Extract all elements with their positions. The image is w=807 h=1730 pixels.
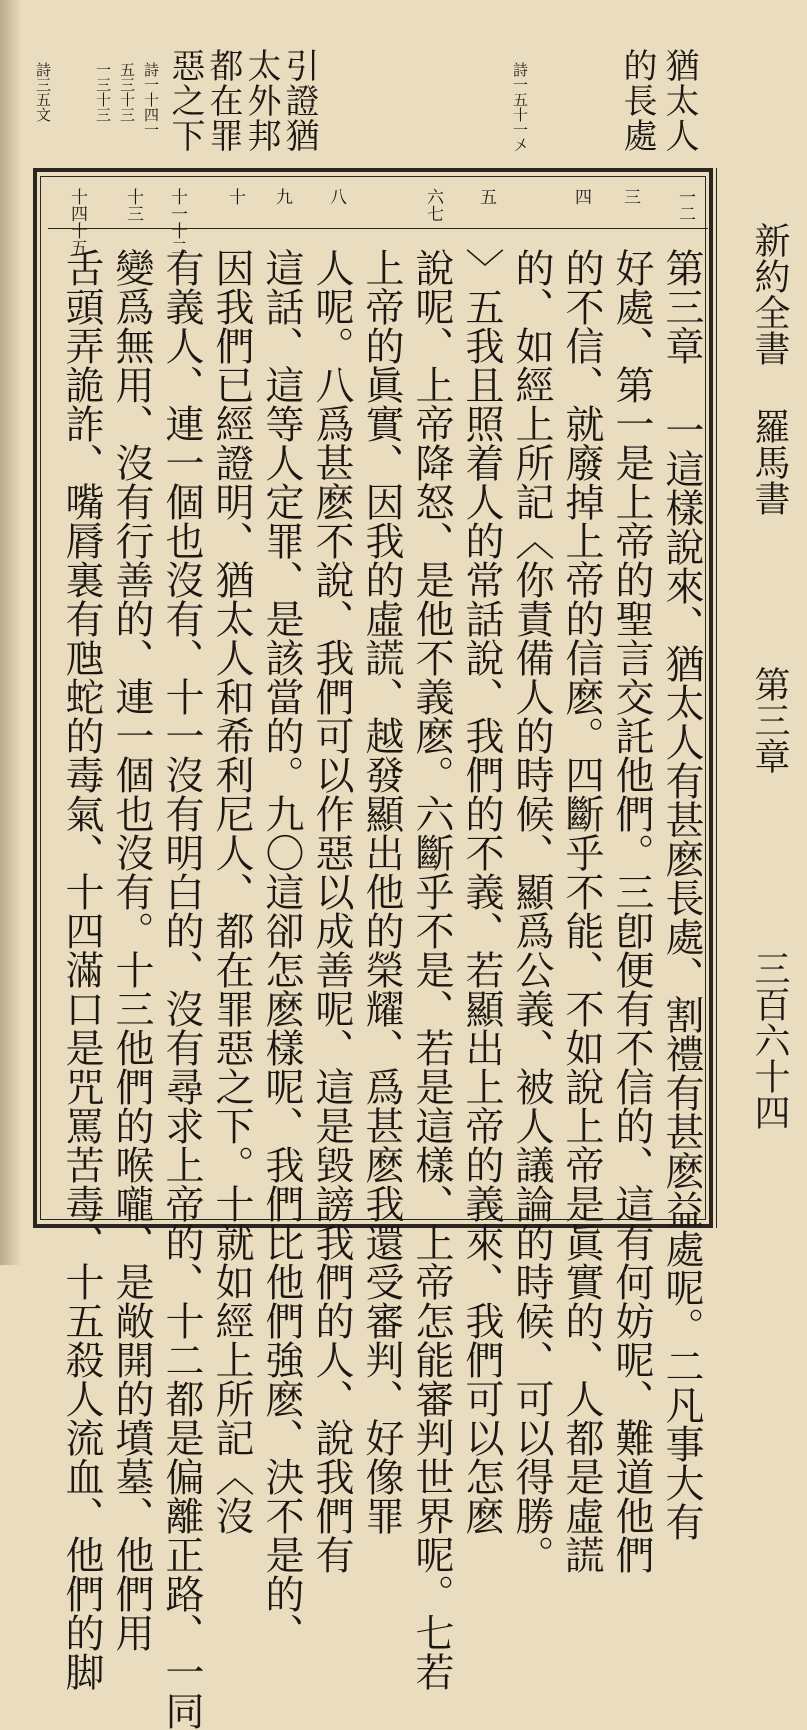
body-text-column: 人呢。八爲甚麽不說、我們可以作惡以成善呢、這是毀謗我們的人、說我們有 — [309, 248, 354, 1574]
header-book-title: 新約全書 — [749, 222, 790, 366]
body-text-column: 第三章 一這樣說來、猶太人有甚麽長處、割禮有甚麽益處呢。二凡事大有 — [659, 248, 704, 1541]
ruler-separator — [48, 228, 708, 229]
headnote-right-col-1: 猶太人 — [659, 48, 699, 153]
ruler-number: 九 — [272, 188, 292, 205]
ruler-number: 十三 — [123, 188, 143, 222]
headnote-left-reference-1: 詩一十四一 — [142, 62, 160, 137]
body-text-column: 這話、這等人定罪、是該當的。九〇這卻怎麽樣呢、我們比他們強麽、決不是的、 — [259, 248, 304, 1652]
ruler-number: 十一十二 — [167, 188, 187, 256]
body-text-column: 〉五我且照着人的常話說、我們的不義、若顯出上帝的義來、我們可以怎麽 — [459, 248, 504, 1535]
headnote-left-col-3: 都在罪 — [203, 48, 243, 153]
ruler-number: 三 — [620, 188, 640, 205]
ruler-number: 一二 — [675, 188, 695, 222]
headnote-left-reference-4: 詩三五文 — [34, 62, 52, 122]
body-text-column: 因我們已經證明、猶太人和希利尼人、都在罪惡之下。十就如經上所記〈沒 — [209, 248, 254, 1535]
ruler-number: 四 — [571, 188, 591, 205]
headnote-right-reference: 詩一五十一〤 — [511, 62, 529, 152]
headnote-left-col-4: 惡之下 — [165, 48, 205, 153]
ruler-number: 五 — [476, 188, 496, 205]
body-text-column: 的不信、就廢掉上帝的信麽。四斷乎不能、不如說上帝是眞實的、人都是虛謊 — [559, 248, 604, 1574]
headnote-left-col-1: 引證猶 — [279, 48, 319, 153]
body-text-column: 上帝的眞實、因我的虛謊、越發顯出他的榮耀、爲甚麽我還受審判、好像罪 — [359, 248, 404, 1535]
headnote-left-reference-2: 五三十三 — [118, 62, 136, 122]
ruler-number: 十 — [225, 188, 245, 205]
header-book-name: 羅馬書 — [749, 408, 790, 516]
headnote-left-reference-3: 一三十三 — [94, 62, 112, 122]
headnote-left-col-2: 太外邦 — [241, 48, 281, 153]
ruler-number: 十四十五 — [67, 188, 87, 256]
body-text-column: 說呢、上帝降怒、是他不義麽。六斷乎不是、若是這樣、上帝怎能審判世界呢。七若 — [409, 248, 454, 1691]
page-gutter-shadow — [0, 0, 22, 1265]
body-text-column: 變爲無用、沒有行善的、連一個也沒有。十三他們的喉嚨、是敞開的墳墓、他們用 — [109, 248, 154, 1652]
header-divider — [716, 168, 717, 1228]
ruler-number: 六七 — [423, 188, 443, 222]
ruler-number: 八 — [326, 188, 346, 205]
header-page-number: 三百六十四 — [749, 950, 790, 1130]
body-text-column: 有義人、連一個也沒有、十一沒有明白的、沒有尋求上帝的、十二都是偏離正路、一同 — [159, 248, 204, 1730]
body-text-column: 舌頭弄詭詐、嘴脣裏有虺蛇的毒氣、十四滿口是咒罵苦毒、十五殺人流血、他們的脚 — [59, 248, 104, 1691]
header-chapter: 第三章 — [749, 666, 790, 774]
headnote-right-col-2: 的長處 — [617, 48, 657, 153]
body-text-column: 的、如經上所記〈你責備人的時候、顯爲公義、被人議論的時候、可以得勝。 — [509, 248, 554, 1574]
body-text-column: 好處、第一是上帝的聖言交託他們。三卽便有不信的、這有何妨呢、難道他們 — [609, 248, 654, 1574]
